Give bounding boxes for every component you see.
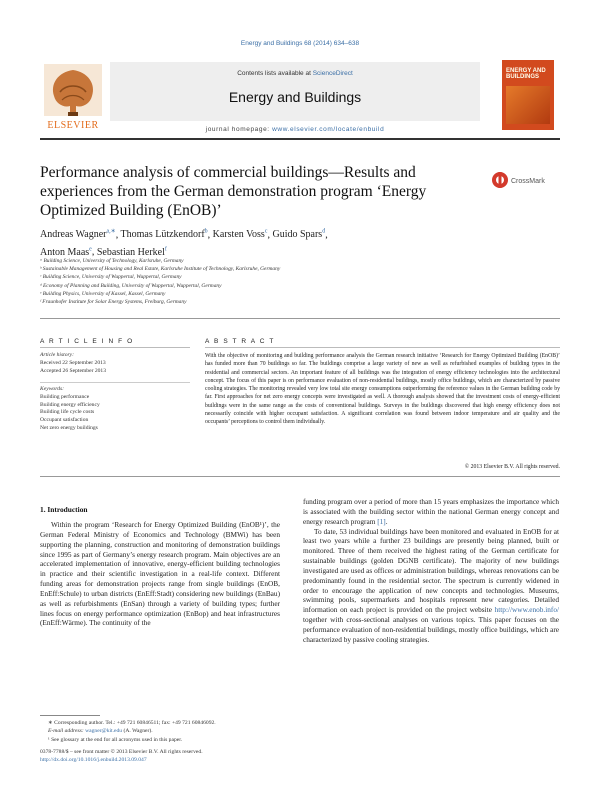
footnote-glossary: ¹ See glossary at the end for all acronyms used in this paper. (48, 736, 183, 743)
homepage-link[interactable]: www.elsevier.com/locate/enbuild (272, 126, 385, 133)
divider (40, 476, 560, 477)
crossmark-label: CrossMark (511, 178, 545, 185)
author[interactable]: Anton Maas$^e$ (40, 246, 92, 258)
author[interactable]: Sebastian Herkel$^f$ (96, 246, 167, 258)
keyword: Building energy efficiency (40, 401, 100, 408)
author[interactable]: Andreas Wagner$^{a,∗}$ (40, 229, 116, 241)
sciencedirect-link[interactable]: ScienceDirect (312, 70, 353, 77)
cover-image (506, 86, 550, 124)
affiliation: ᵉ Building Physics, University of Kassel, Kassel, Germany (40, 290, 166, 297)
doi-link[interactable]: http://dx.doi.org/10.1016/j.enbuild.2013.09.047 (40, 757, 147, 764)
keyword: Building performance (40, 393, 90, 400)
footnote-corresponding: ∗ Corresponding author. Tel.: +49 721 60846511; fax: +49 721 60846092. (48, 720, 216, 726)
homepage-prefix: journal homepage: (205, 126, 273, 133)
affiliation: ᶠ Fraunhofer Institute for Solar Energy Systems, Freiburg, Germany (40, 299, 187, 306)
history-label: Article history: (40, 352, 75, 358)
received-date: Received 22 September 2013 (40, 359, 106, 366)
journal-reference[interactable]: Energy and Buildings 68 (2014) 634–638 (240, 40, 360, 47)
header-divider (40, 138, 560, 140)
journal-homepage (110, 126, 480, 133)
divider (205, 347, 560, 348)
intro-paragraph-left: Within the program ‘Research for Energy Optimized Building (EnOB¹)’, the German Federal Ministry of Economics and Technology (BMWi) has been supporting the planning, construction and monitoring of demonstration buildings since 1995 as part of Germany’s energy research program. Main objectives are an accelerated implementation of innovative, energy-efficient building technologies in practice and their scientific investigation in a real-life context. Different funding areas for demonstration projects range from single buildings (EnOB, EnEff:Schule) to urban districts (EnEff:Stadt) considering new buildings (EnBau) as well as refurbishments (EnSan) through a variety of building types; further lines focus on energy performance optimization (EnBop) and heat infrastructures (EnEff:Wärme). The continuity of the (40, 520, 280, 628)
footnote-divider (40, 715, 100, 716)
keyword: Occupant satisfaction (40, 417, 89, 424)
author[interactable]: Thomas Lützkendorf$^b$ (120, 229, 208, 241)
issn-line: 0378-7788/$ – see front matter © 2013 Elsevier B.V. All rights reserved. (40, 749, 203, 755)
keywords-label: Keywords: (40, 386, 65, 392)
email-link[interactable]: wagner@kit.edu (85, 728, 123, 735)
accepted-date: Accepted 26 September 2013 (40, 367, 107, 374)
crossmark-icon (490, 170, 560, 190)
affiliation: ᶜ Building Science, University of Wuppertal, Wuppertal, Germany (40, 274, 182, 281)
section-heading: 1. Introduction (40, 505, 88, 514)
cover-title: ENERGY AND BUILDINGS (506, 68, 546, 80)
keyword: Building life cycle costs (40, 409, 95, 416)
author-list: Andreas Wagner$^{a,∗}$, Thomas Lützkendorf$^b$, Karsten Voss$^c$, Guido Spars$^d$, Anton Maas$^e$, Sebastian Herkel$^f$ (40, 229, 328, 258)
abstract-copyright: © 2013 Elsevier B.V. All rights reserved. (464, 464, 560, 470)
reference-link[interactable]: [1] (377, 516, 386, 526)
intro-column-right (303, 497, 559, 645)
affiliation: ᵃ Building Science, University of Technology, Karlsruhe, Germany (40, 258, 184, 264)
keywords (40, 386, 190, 433)
article-title: Performance analysis of commercial buildings—Results and experiences from the German demonstration program ‘Energy Optimized Building (EnOB)’ (40, 164, 427, 219)
journal-cover[interactable] (502, 60, 554, 130)
footnotes (40, 719, 280, 744)
intro-paragraph: To date, 53 individual buildings have been monitored and evaluated in EnOB for at least two years while a further 23 buildings are presently being planned, built or monitored. Three of them received the highest rating of the German certificate for sustainable buildings (golden DGNB certificate). The majority of new buildings investigated are used as offices or administration buildings, whereas renovations can be predominantly found in the residential sector. The spectrum is currently widened in order to encourage the application of new concepts and technologies. Museums, swimming pools, supermarkets and hospitals represent new categories. Detailed information on each project is provided on the project website http://www.enob.info/ together with cross-sectional analyses on various topics. This paper focuses on the performance evaluation of non-residential buildings, mostly office buildings, which are characterized by passive cooling strategies. (303, 526, 559, 644)
keyword: Net zero energy buildings (40, 424, 98, 431)
bottom-matter (40, 748, 280, 765)
affiliation: ᵈ Economy of Planning and Building, University of Wuppertal, Wuppertal, Germany (40, 282, 222, 289)
article-history (40, 352, 190, 375)
journal-title: Energy and Buildings (228, 89, 362, 105)
intro-paragraph: funding program over a period of more than 15 years emphasizes the importance which is associated with the building sector within the national German energy concept and energy research program [1]. (303, 497, 559, 526)
crossmark-badge[interactable] (490, 170, 560, 190)
elsevier-logo (40, 62, 106, 134)
enob-website-link[interactable]: http://www.enob.info/ (494, 605, 559, 615)
footnote-email: E-mail address: wagner@kit.edu (A. Wagner). (48, 728, 153, 735)
divider (40, 347, 190, 348)
contents-line (110, 70, 480, 77)
article-info-heading: A R T I C L E I N F O (40, 338, 134, 345)
author[interactable]: Guido Spars$^d$ (272, 229, 326, 241)
publisher-name: ELSEVIER (47, 120, 99, 131)
author[interactable]: Karsten Voss$^c$ (212, 229, 268, 241)
abstract-heading: A B S T R A C T (205, 338, 275, 345)
elsevier-tree-icon (40, 62, 106, 134)
contents-prefix: Contents lists available at (237, 70, 313, 77)
abstract-text: With the objective of monitoring and building performance analysis the German research initiative ‘Research for Energy Optimized Building (EnOB)’ has funded more than 70 buildings so far. The buildings comprise a large variety of new as well as refurbished examples of building types in the residential and commercial sectors. An important feature of all buildings was the integration of energy efficiency technologies into the architectural concept. The focus of this paper is on performance evaluation of non-residential buildings, mostly office buildings, which are characterized by passive cooling strategies. The monitoring revealed very low total site energy consumptions outperforming the reference values in the German building code by far. First approaches for net zero energy concepts were investigated as well. A thorough analysis showed that the investment costs of energy-efficient buildings were in the same range as the costs of conventional buildings. Surveys in the buildings discovered that high energy efficiency does not necessarily coincide with higher occupant satisfaction. A significant correlation was found between indoor temperature and air quality and the occupants’ perceptions to control them individually. (205, 353, 560, 426)
divider (40, 382, 190, 383)
affiliation: ᵇ Sustainable Management of Housing and Real Estate, Karlsruhe Institute of Technology, Karlsruhe, Germany (40, 266, 281, 273)
divider (40, 318, 560, 319)
affiliations (40, 257, 540, 306)
